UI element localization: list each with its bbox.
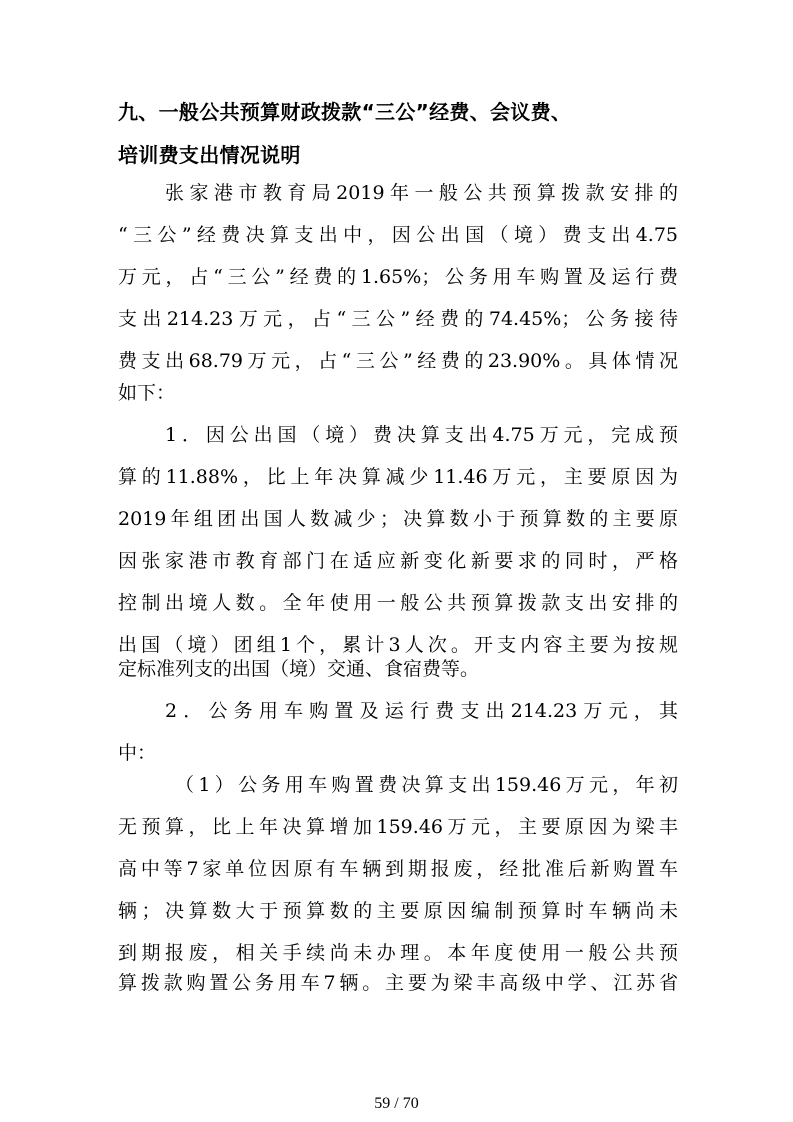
paragraph-line: 1．因公出国（境）费决算支出4.75万元，完成预: [165, 424, 678, 446]
paragraph-line: “三公”经费决算支出中，因公出国（境）费支出4.75: [118, 224, 678, 246]
paragraph-line: 算的11.88%，比上年决算减少11.46万元，主要原因为: [118, 466, 678, 488]
paragraph-line: 如下：: [118, 382, 176, 404]
paragraph-line: 控制出境人数。全年使用一般公共预算拨款支出安排的: [118, 592, 678, 614]
paragraph-line: 张家港市教育局2019年一般公共预算拨款安排的: [165, 182, 678, 204]
paragraph-line: 2．公务用车购置及运行费支出214.23万元，其: [165, 700, 678, 722]
paragraph-line: 定标准列支的出国（境）交通、食宿费等。: [118, 658, 480, 680]
paragraph-line: 2019年组团出国人数减少；决算数小于预算数的主要原: [118, 508, 678, 530]
paragraph-line: 辆；决算数大于预算数的主要原因编制预算时车辆尚未: [118, 900, 678, 922]
page-number: 59 / 70: [374, 1095, 419, 1112]
paragraph-line: 万元，占“三公”经费的1.65%；公务用车购置及运行费: [118, 266, 678, 288]
paragraph-line: 到期报废，相关手续尚未办理。本年度使用一般公共预: [118, 942, 678, 964]
section-heading-line-2: 培训费支出情况说明: [118, 143, 301, 167]
paragraph-line: 因张家港市教育部门在适应新变化新要求的同时，严格: [118, 550, 678, 572]
section-heading-line-1: 九、一般公共预算财政拨款“三公”经费、会议费、: [118, 100, 572, 124]
paragraph-line: 出国（境）团组1个，累计3人次。开支内容主要为按规: [118, 634, 678, 656]
paragraph-line: 中：: [118, 742, 157, 764]
paragraph-line: 无预算，比上年决算增加159.46万元，主要原因为梁丰: [118, 816, 678, 838]
paragraph-line: 算拨款购置公务用车7辆。主要为梁丰高级中学、江苏省: [118, 972, 678, 994]
paragraph-line: 支出214.23万元，占“三公”经费的74.45%；公务接待: [118, 308, 678, 330]
paragraph-line: 高中等7家单位因原有车辆到期报废，经批准后新购置车: [118, 858, 678, 880]
paragraph-line: （1）公务用车购置费决算支出159.46万元，年初: [175, 774, 678, 796]
paragraph-line: 费支出68.79万元，占“三公”经费的23.90%。具体情况: [118, 350, 678, 372]
